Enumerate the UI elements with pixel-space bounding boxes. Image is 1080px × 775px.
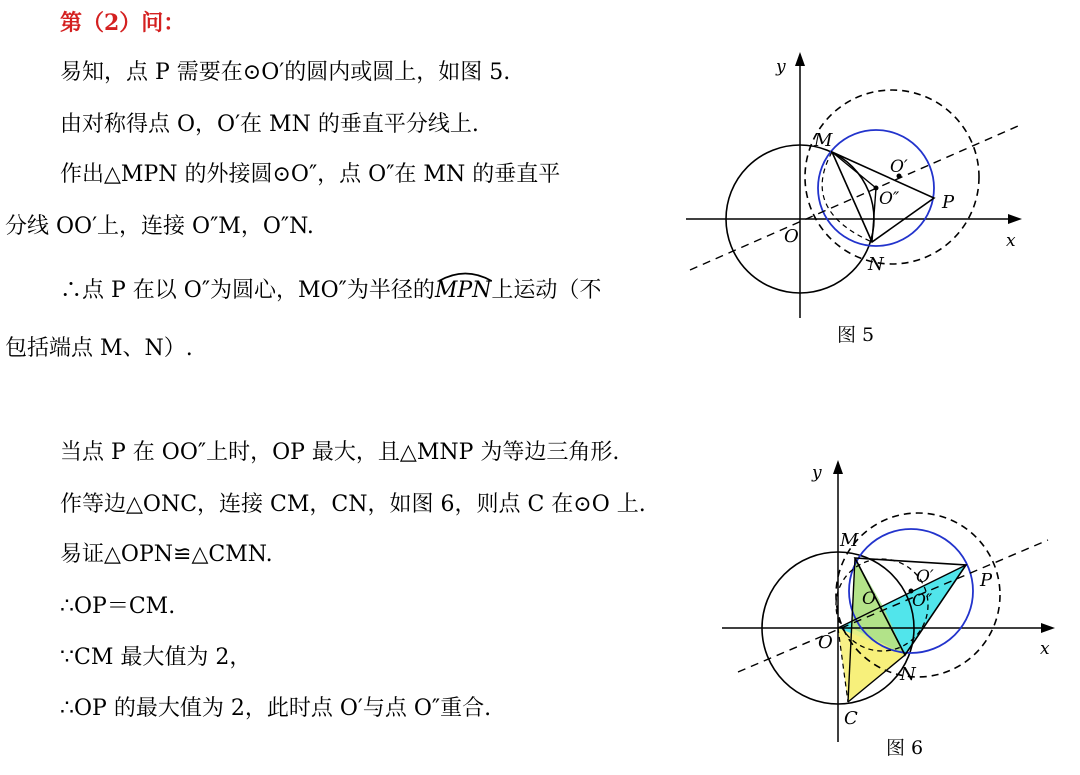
x-axis-arrow-icon (1008, 214, 1022, 224)
figure-6 (718, 455, 1063, 745)
text-line-12: ∴OP 的最大值为 2，此时点 O′与点 O″重合. (60, 696, 492, 721)
text-line-6: 包括端点 M、N）. (5, 336, 193, 361)
text-line-1: 易知，点 P 需要在⊙O′的圆内或圆上，如图 5. (60, 60, 511, 85)
text-line-10: ∴OP＝CM. (60, 594, 176, 619)
text-line-4: 分线 OO′上，连接 O″M，O″N. (5, 214, 314, 239)
arc-mpn (435, 276, 492, 306)
fig5-label-o1: O′ (890, 157, 908, 177)
section-heading: 第（2）问： (60, 10, 186, 36)
text-line-8: 作等边△ONC，连接 CM，CN，如图 6，则点 C 在⊙O 上. (60, 492, 646, 517)
figure-6-caption: 图 6 (886, 737, 924, 759)
x-axis-arrow-icon (1041, 623, 1055, 633)
perpendicular-bisector (690, 126, 1018, 270)
fig5-label-o: O (784, 226, 799, 247)
fig6-label-x: x (1040, 639, 1050, 659)
y-axis-arrow-icon (833, 460, 843, 474)
figure-5-caption: 图 5 (837, 324, 875, 346)
fig6-label-o2: O″ (912, 591, 933, 611)
y-axis-arrow-icon (795, 52, 805, 66)
dashed-arc (822, 152, 872, 242)
segment-o2m (832, 152, 876, 188)
fig6-label-c: C (844, 708, 858, 729)
fig6-label-o-inner: O (862, 589, 876, 609)
text-line-7: 当点 P 在 OO″上时，OP 最大，且△MNP 为等边三角形. (60, 440, 620, 465)
text-line-9: 易证△OPN≌△CMN. (60, 542, 273, 567)
text-line-11: ∵CM 最大值为 2， (60, 645, 252, 670)
fig5-label-o2: O″ (879, 189, 900, 209)
fig5-label-n: N (868, 254, 884, 275)
fig6-label-y: y (812, 463, 822, 483)
text-line-5 (60, 276, 601, 306)
figure-5 (680, 45, 1040, 325)
point-o2 (874, 186, 879, 191)
fig6-label-p: P (980, 570, 993, 591)
fig5-label-m: M (814, 130, 833, 151)
fig6-label-o: O (818, 632, 833, 653)
fig6-label-o1: O′ (916, 567, 934, 587)
arc-symbol-icon (437, 270, 494, 282)
circle-o-prime (805, 90, 979, 264)
fig6-label-n: N (900, 664, 916, 685)
fig6-label-m: M (840, 530, 859, 551)
text-line-5-start: ∴点 P 在以 O″为圆心，MO″为半径的 (60, 278, 435, 303)
fig5-label-x: x (1006, 231, 1016, 251)
text-line-5-end: 上运动（不 (491, 278, 602, 303)
segment-o2n (872, 188, 876, 242)
text-line-2: 由对称得点 O，O′在 MN 的垂直平分线上. (60, 112, 479, 137)
fig5-label-y: y (776, 57, 786, 77)
text-line-3: 作出△MPN 的外接圆⊙O″，点 O″在 MN 的垂直平 (60, 162, 561, 187)
fig5-label-p: P (942, 192, 955, 213)
arc-label: MPN (434, 278, 492, 303)
